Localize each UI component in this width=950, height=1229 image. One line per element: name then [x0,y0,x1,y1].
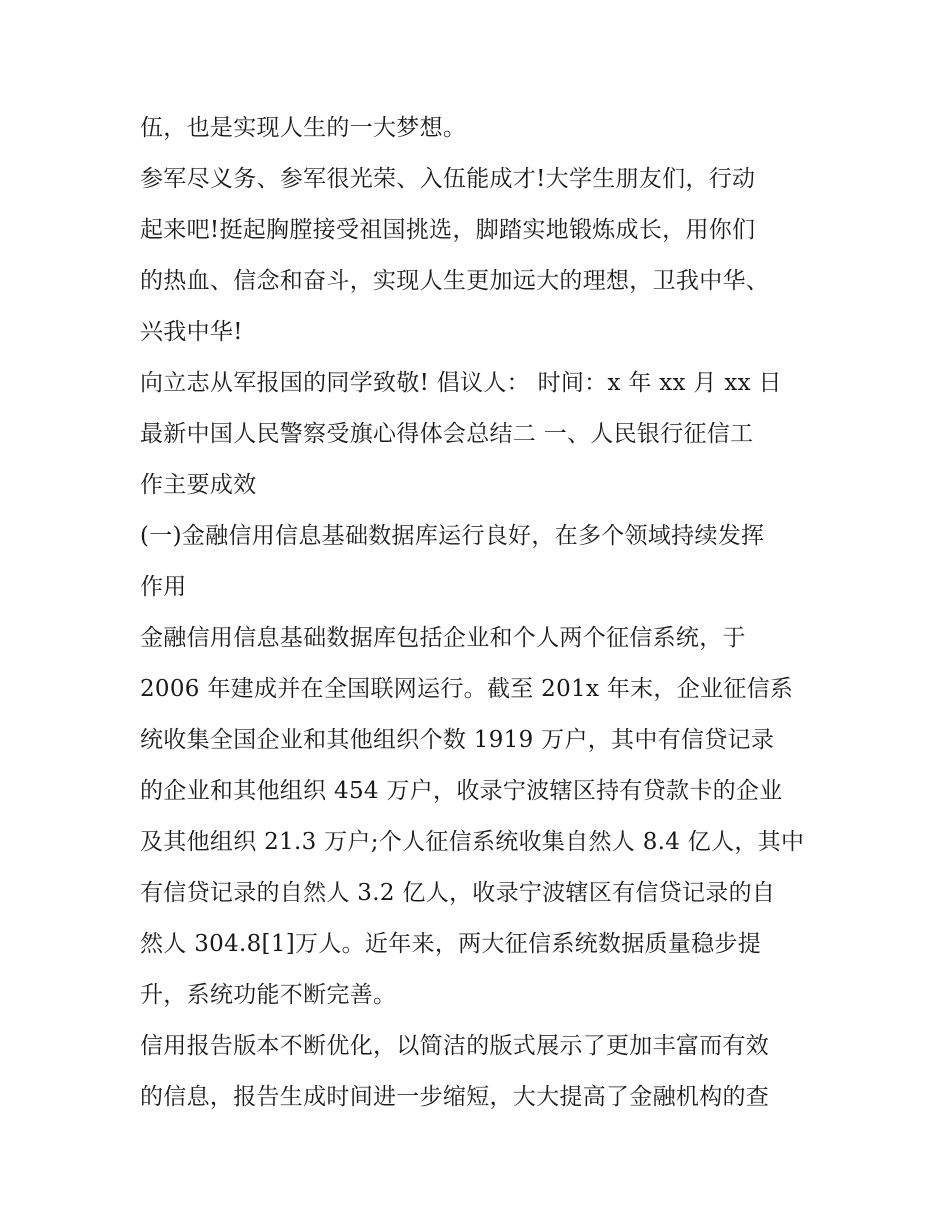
text-line: 伍，也是实现人生的一大梦想。 [140,115,467,141]
text-line: 参军尽义务、参军很光荣、入伍能成才!大学生朋友们，行动 [140,166,756,192]
text-line: 有信贷记录的自然人 3.2 亿人，收录宁波辖区有信贷记录的自 [140,880,776,906]
subsection-heading-line: (一)金融信用信息基础数据库运行良好，在多个领域持续发挥 [140,523,765,549]
section-heading-line: 最新中国人民警察受旗心得体会总结二 一、人民银行征信工 [140,421,754,447]
text-line: 的热血、信念和奋斗，实现人生更加远大的理想，卫我中华、 [140,268,770,294]
text-line: 向立志从军报国的同学致敬! 倡议人： 时间：x 年 xx 月 xx 日 [140,370,782,396]
text-line: 兴我中华! [140,319,243,345]
text-line: 2006 年建成并在全国联网运行。截至 201x 年末，企业征信系 [140,676,794,702]
subsection-heading-line: 作用 [140,574,187,600]
text-line: 统收集全国企业和其他组织个数 1919 万户，其中有信贷记录 [140,727,775,753]
text-line: 起来吧!挺起胸膛接受祖国挑选，脚踏实地锻炼成长，用你们 [140,217,756,243]
document-body [140,103,820,1123]
text-line: 升，系统功能不断完善。 [140,982,397,1008]
text-line: 信用报告版本不断优化，以简洁的版式展示了更加丰富而有效 [140,1033,770,1059]
text-line: 及其他组织 21.3 万户;个人征信系统收集自然人 8.4 亿人，其中 [140,829,805,855]
text-line: 然人 304.8[1]万人。近年来，两大征信系统数据质量稳步提 [140,931,762,957]
text-line: 的信息，报告生成时间进一步缩短，大大提高了金融机构的查 [140,1084,770,1110]
text-line: 金融信用信息基础数据库包括企业和个人两个征信系统，于 [140,625,746,651]
section-heading-line: 作主要成效 [140,472,257,498]
text-line: 的企业和其他组织 454 万户，收录宁波辖区持有贷款卡的企业 [140,778,783,804]
